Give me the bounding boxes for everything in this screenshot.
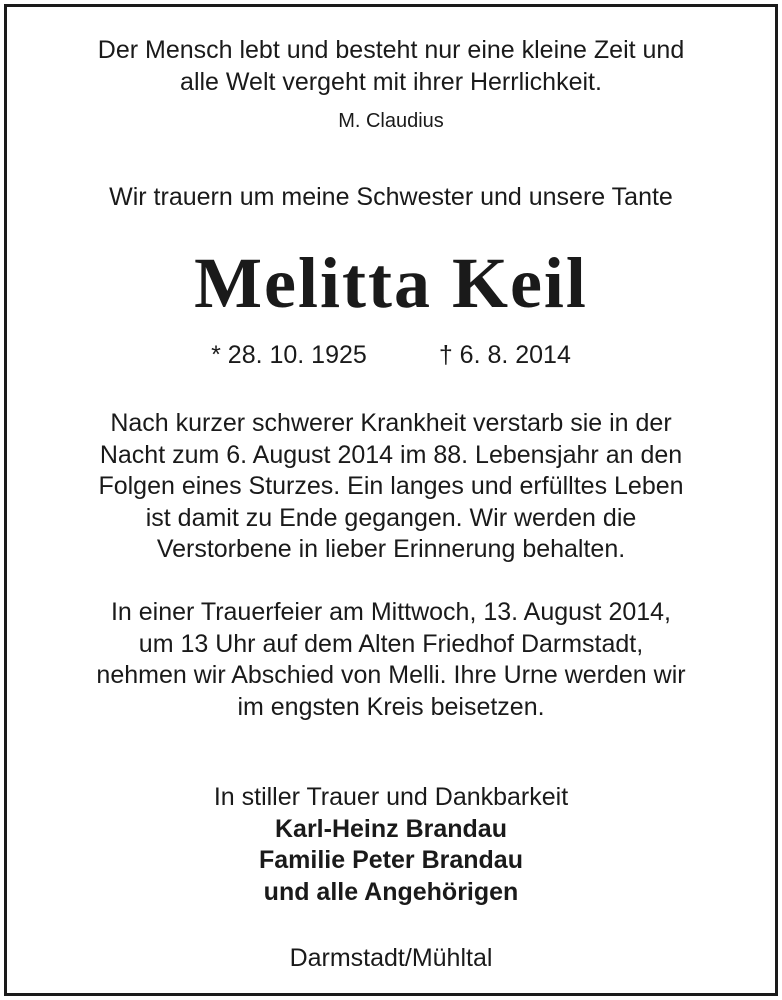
place-name: Darmstadt/Mühltal bbox=[289, 944, 493, 972]
closing-phrase: In stiller Trauer und Dankbarkeit bbox=[213, 783, 569, 811]
birth-date: * 28. 10. 1925 bbox=[211, 341, 367, 369]
mourner-name: und alle Angehörigen bbox=[263, 877, 519, 906]
closing-block bbox=[7, 782, 775, 908]
deceased-name: Melitta Keil bbox=[194, 243, 588, 323]
quote-author: M. Claudius bbox=[338, 110, 444, 132]
death-date: † 6. 8. 2014 bbox=[438, 341, 571, 369]
quote-line: alle Welt vergeht mit ihrer Herrlichkeit. bbox=[180, 67, 602, 96]
paragraph-line: nehmen wir Abschied von Melli. Ihre Urne werden wir bbox=[96, 661, 686, 689]
paragraph-line: im engsten Kreis beisetzen. bbox=[237, 692, 545, 721]
obituary-notice bbox=[4, 4, 778, 996]
paragraph-line: Verstorbene in lieber Erinnerung behalten. bbox=[156, 535, 626, 563]
paragraph-line: Folgen eines Sturzes. Ein langes und erfülltes Leben bbox=[98, 472, 684, 500]
paragraph-line: um 13 Uhr auf dem Alten Friedhof Darmstadt, bbox=[138, 629, 644, 658]
quote bbox=[7, 35, 775, 98]
paragraph-line: In einer Trauerfeier am Mittwoch, 13. August 2014, bbox=[110, 598, 672, 626]
intro-text: Wir trauern um meine Schwester und unsere Tante bbox=[109, 183, 673, 211]
mourner-name: Familie Peter Brandau bbox=[259, 846, 523, 874]
paragraph-line: ist damit zu Ende gegangen. Wir werden die bbox=[145, 503, 637, 532]
announcement-paragraph bbox=[7, 408, 775, 566]
life-dates bbox=[7, 340, 775, 371]
quote-line: Der Mensch lebt und besteht nur eine kleine Zeit und bbox=[97, 36, 685, 64]
paragraph-line: Nacht zum 6. August 2014 im 88. Lebensjahr an den bbox=[99, 440, 683, 469]
mourner-name: Karl-Heinz Brandau bbox=[275, 814, 507, 843]
paragraph-line: Nach kurzer schwerer Krankheit verstarb sie in der bbox=[110, 409, 672, 437]
ceremony-paragraph bbox=[7, 597, 775, 723]
